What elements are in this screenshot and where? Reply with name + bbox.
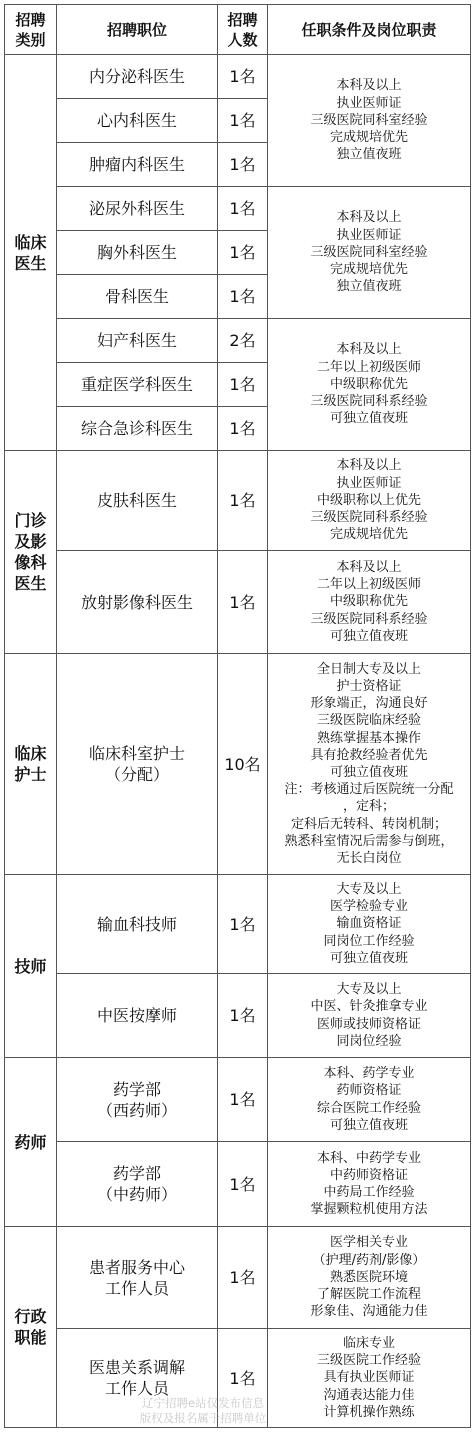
header-requirements: 任职条件及岗位职责 <box>268 5 471 55</box>
category-pharmacist: 药师 <box>5 1058 57 1227</box>
watermark-line-2: 版权及报名属于招聘单位 <box>139 1411 267 1425</box>
table-row <box>5 1329 471 1428</box>
requirements-cell: 大专及以上 医学检验专业 输血资格证 同岗位工作经验 可独立值夜班 <box>268 875 471 974</box>
count-cell: 1名 <box>218 1329 268 1428</box>
requirements-cell: 本科及以上 二年以上初级医师 中级职称优先 三级医院同科系经验 可独立值夜班 <box>268 551 471 654</box>
position-cell: 胸外科医生 <box>57 231 218 275</box>
count-cell: 1名 <box>218 143 268 187</box>
count-cell: 1名 <box>218 1227 268 1329</box>
count-cell: 1名 <box>218 875 268 974</box>
table-row <box>5 1142 471 1227</box>
position-cell: 放射影像科医生 <box>57 551 218 654</box>
requirements-cell: 大专及以上 中医、针灸推拿专业 医师或技师资格证 同岗位经验 <box>268 974 471 1058</box>
position-cell: 输血科技师 <box>57 875 218 974</box>
requirements-cell: 本科及以上 执业医师证 中级职称以上优先 三级医院同科系经验 完成规培优先 <box>268 451 471 551</box>
header-position: 招聘职位 <box>57 5 218 55</box>
table-row <box>5 319 471 363</box>
count-cell: 1名 <box>218 363 268 407</box>
table-row <box>5 55 471 99</box>
header-count: 招聘 人数 <box>218 5 268 55</box>
requirements-cell: 本科、中药学专业 中药师资格证 中药局工作经验 掌握颗粒机使用方法 <box>268 1142 471 1227</box>
table-row <box>5 875 471 974</box>
count-cell: 1名 <box>218 551 268 654</box>
position-cell: 心内科医生 <box>57 99 218 143</box>
position-cell: 患者服务中心 工作人员 <box>57 1227 218 1329</box>
count-cell: 1名 <box>218 231 268 275</box>
position-cell: 综合急诊科医生 <box>57 407 218 451</box>
count-cell: 1名 <box>218 187 268 231</box>
category-administration: 行政 职能 <box>5 1227 57 1428</box>
recruitment-table <box>4 4 471 1428</box>
position-cell: 泌尿外科医生 <box>57 187 218 231</box>
header-category: 招聘 类别 <box>5 5 57 55</box>
position-cell: 肿瘤内科医生 <box>57 143 218 187</box>
table-row <box>5 451 471 551</box>
count-cell: 1名 <box>218 99 268 143</box>
position-cell: 骨科医生 <box>57 275 218 319</box>
count-cell: 2名 <box>218 319 268 363</box>
count-cell: 1名 <box>218 451 268 551</box>
position-cell: 重症医学科医生 <box>57 363 218 407</box>
table-row <box>5 1058 471 1142</box>
category-clinical-nurse: 临床 护士 <box>5 654 57 875</box>
count-cell: 1名 <box>218 974 268 1058</box>
requirements-cell: 本科、药学专业 药师资格证 综合医院工作经验 可独立值夜班 <box>268 1058 471 1142</box>
position-cell: 临床科室护士 （分配） <box>57 654 218 875</box>
count-cell: 1名 <box>218 1142 268 1227</box>
requirements-cell: 全日制大专及以上 护士资格证 形象端正，沟通良好 三级医院临床经验 熟练掌握基本操作 具有抢救经验者优先 可独立值夜班 注：考核通过后医院统一分配 ，定科； 定科后无转科、转岗机制； 熟悉科室情况后需参与倒班， 无长白岗位 <box>268 654 471 875</box>
position-cell: 内分泌科医生 <box>57 55 218 99</box>
watermark-line-1: 辽宁招聘e站仅发布信息 <box>141 1396 265 1410</box>
requirements-cell: 本科及以上 二年以上初级医师 中级职称优先 三级医院同科系经验 可独立值夜班 <box>268 319 471 451</box>
table-row <box>5 1227 471 1329</box>
requirements-cell: 本科及以上 执业医师证 三级医院同科室经验 完成规培优先 独立值夜班 <box>268 187 471 319</box>
category-clinical-doctor: 临床 医生 <box>5 55 57 451</box>
table-row <box>5 551 471 654</box>
position-cell: 皮肤科医生 <box>57 451 218 551</box>
count-cell: 1名 <box>218 1058 268 1142</box>
position-cell: 妇产科医生 <box>57 319 218 363</box>
count-cell: 1名 <box>218 55 268 99</box>
count-cell: 10名 <box>218 654 268 875</box>
category-outpatient-imaging: 门诊 及影 像科 医生 <box>5 451 57 654</box>
count-cell: 1名 <box>218 275 268 319</box>
table-row <box>5 187 471 231</box>
requirements-cell: 临床专业 三级医院工作经验 具有执业医师证 沟通表达能力佳 计算机操作熟练 <box>268 1329 471 1428</box>
table-row <box>5 654 471 875</box>
position-cell: 医患关系调解 工作人员 <box>57 1329 218 1428</box>
requirements-cell: 医学相关专业 （护理/药剂/影像） 熟悉医院环境 了解医院工作流程 形象佳、沟通能力佳 <box>268 1227 471 1329</box>
requirements-cell: 本科及以上 执业医师证 三级医院同科室经验 完成规培优先 独立值夜班 <box>268 55 471 187</box>
category-technician: 技师 <box>5 875 57 1058</box>
position-cell: 药学部 （中药师） <box>57 1142 218 1227</box>
header-row <box>5 5 471 55</box>
position-cell: 中医按摩师 <box>57 974 218 1058</box>
position-cell: 药学部 （西药师） <box>57 1058 218 1142</box>
table-row <box>5 974 471 1058</box>
count-cell: 1名 <box>218 407 268 451</box>
